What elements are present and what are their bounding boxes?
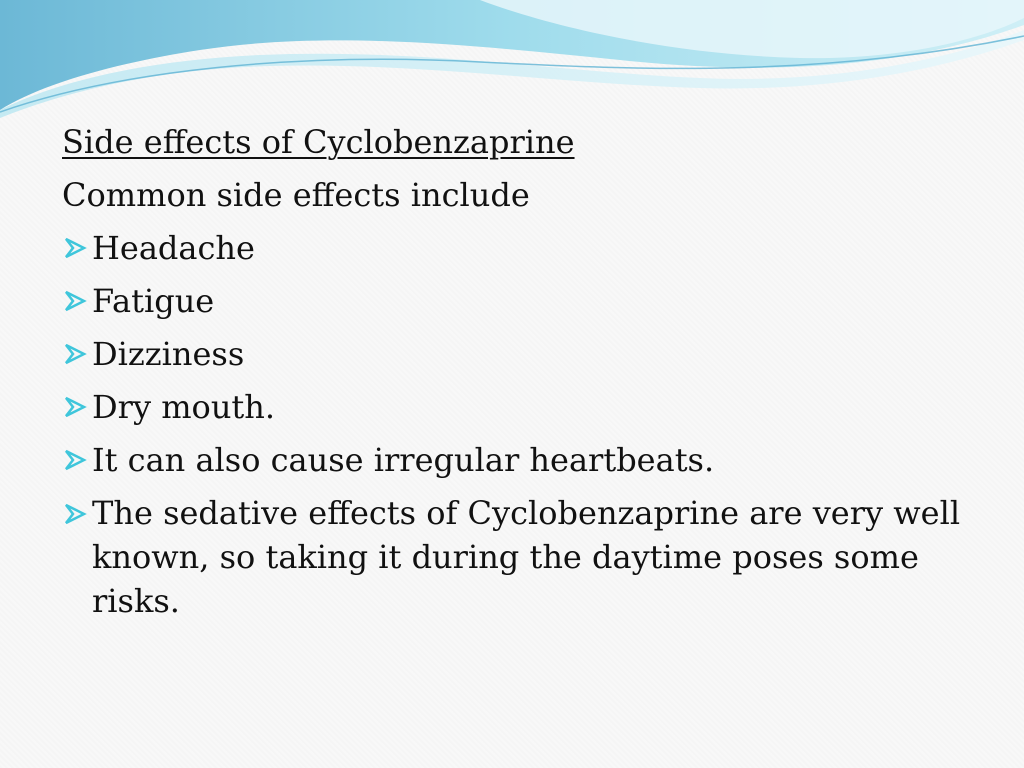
bullet-item	[62, 328, 962, 381]
intro-text: Common side effects include	[62, 176, 530, 214]
arrow-bullet-icon	[63, 503, 87, 525]
bullet-text: Fatigue	[92, 282, 215, 320]
bullet-text: The sedative effects of Cyclobenzaprine are very well known, so taking it during the daytime poses some risks.	[92, 494, 961, 620]
bullet-item	[62, 381, 962, 434]
header-wave-decoration	[0, 0, 1024, 120]
arrow-bullet-icon	[63, 343, 87, 365]
bullet-item	[62, 275, 962, 328]
bullet-text: Headache	[92, 229, 255, 267]
bullet-text: Dizziness	[92, 335, 245, 373]
bullet-text: It can also cause irregular heartbeats.	[92, 441, 715, 479]
slide-title: Side effects of Cyclobenzaprine	[62, 123, 575, 161]
bullet-item	[62, 222, 962, 275]
arrow-bullet-icon	[63, 290, 87, 312]
bullet-item	[62, 487, 962, 623]
bullet-item	[62, 434, 962, 487]
arrow-bullet-icon	[63, 396, 87, 418]
arrow-bullet-icon	[63, 237, 87, 259]
arrow-bullet-icon	[63, 449, 87, 471]
slide-content	[62, 116, 962, 623]
bullet-text: Dry mouth.	[92, 388, 276, 426]
